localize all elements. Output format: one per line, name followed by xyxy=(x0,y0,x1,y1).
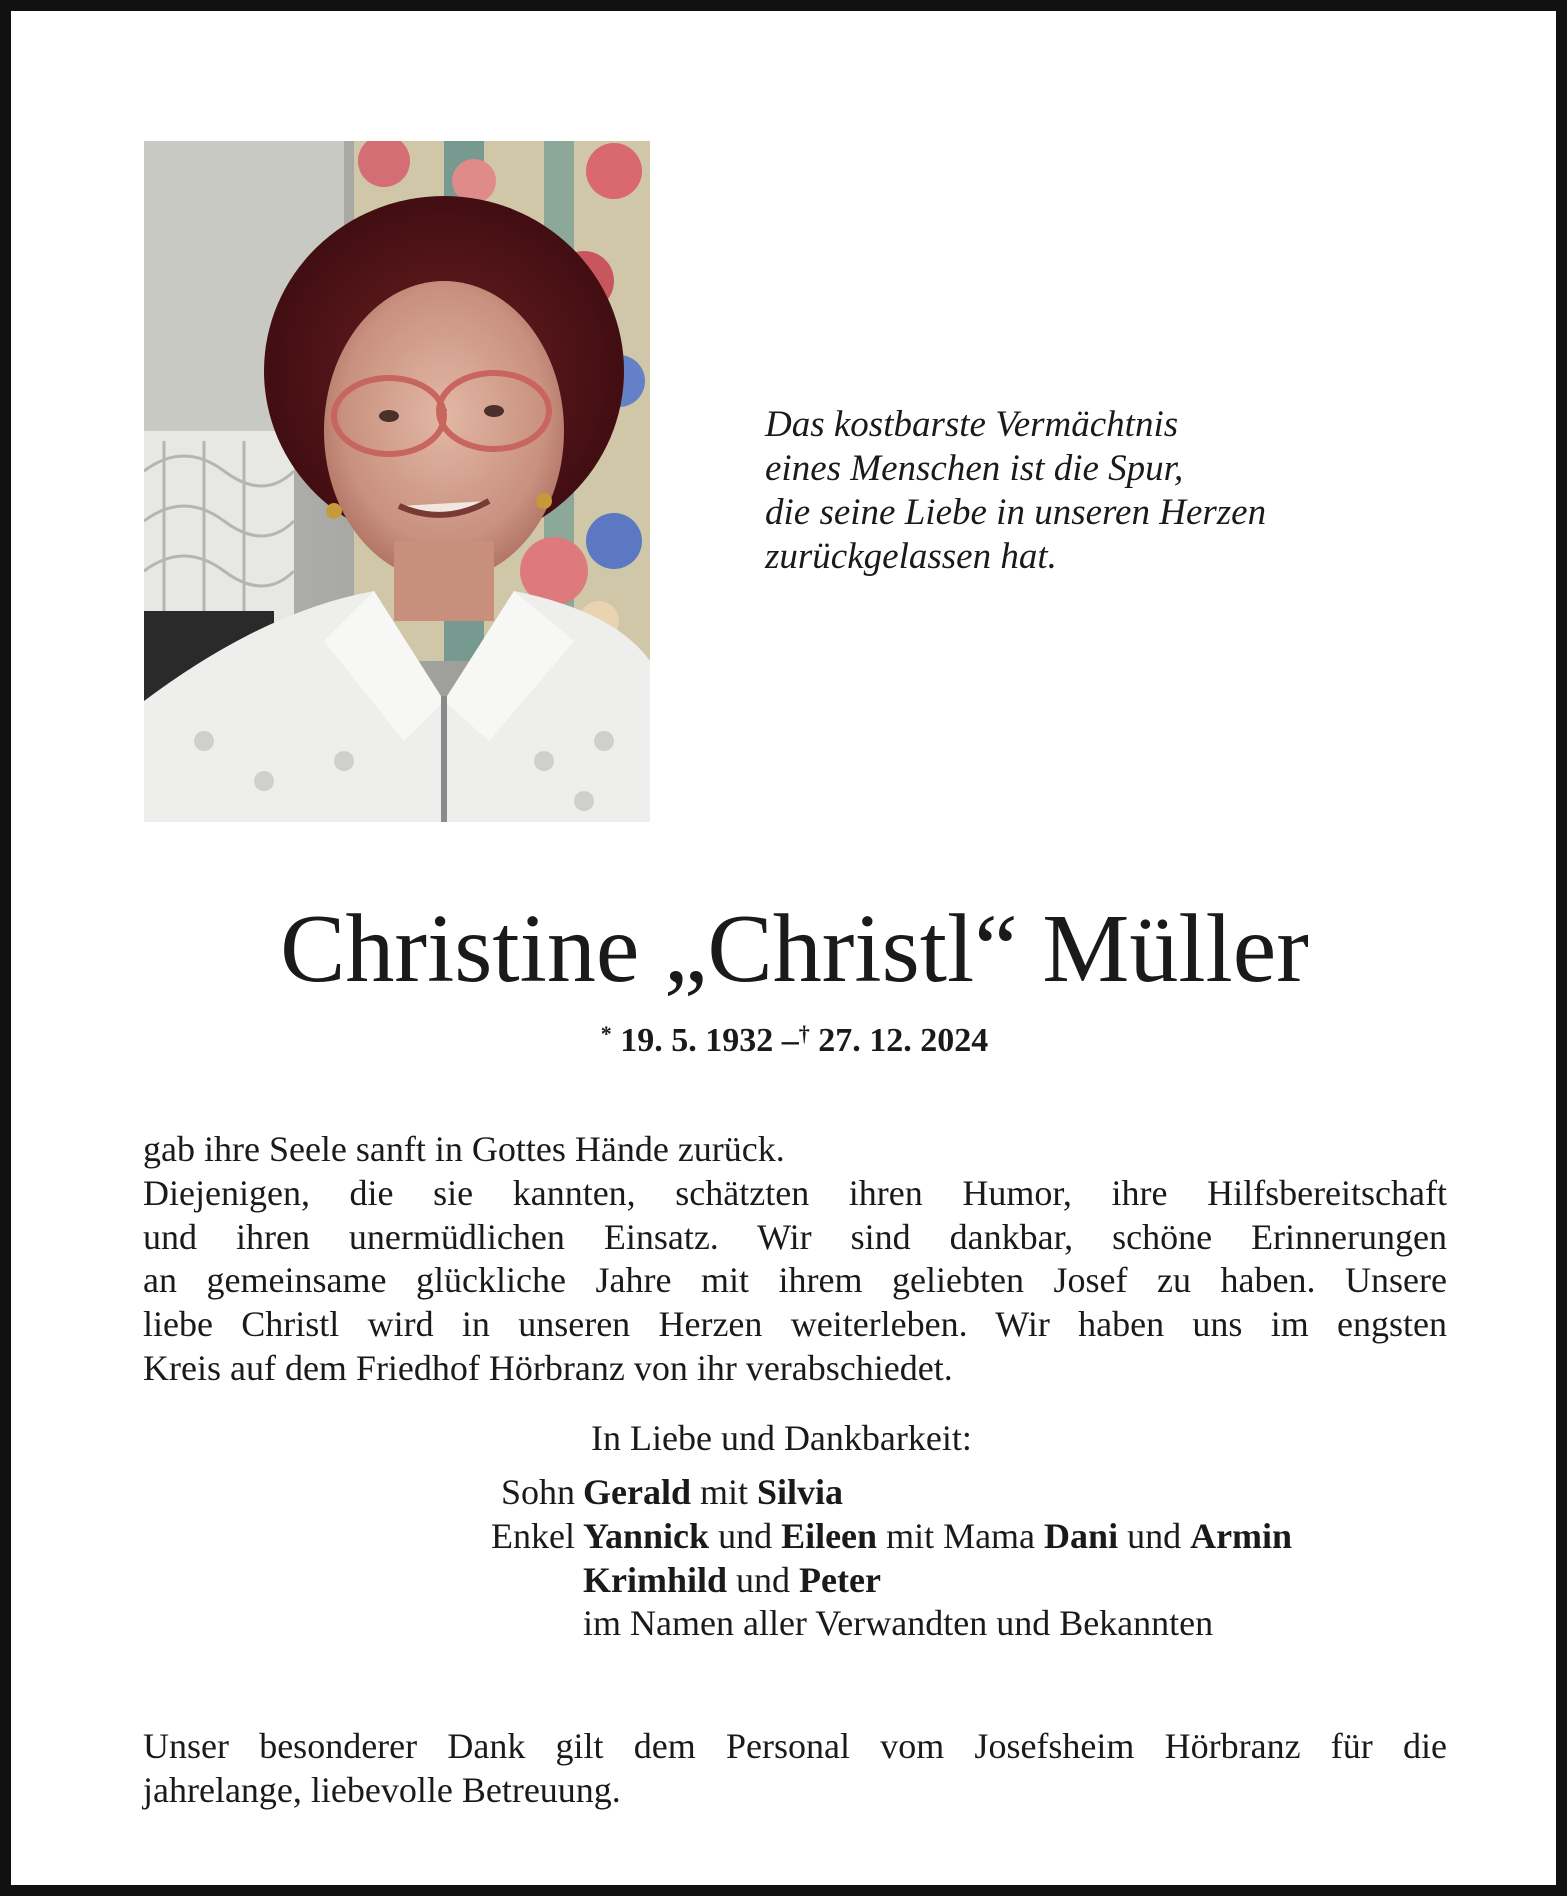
obituary-text xyxy=(143,1128,1447,1391)
memorial-quote xyxy=(765,403,1365,579)
mourner-name: Peter xyxy=(799,1559,881,1600)
text-line: Unser besonderer Dank gilt dem Personal vom Josefsheim Hörbranz für die xyxy=(143,1726,1447,1766)
connector: und xyxy=(736,1559,791,1600)
mourners-list xyxy=(391,1471,1451,1646)
relation-label: Enkel xyxy=(491,1515,575,1556)
portrait-photo xyxy=(144,141,650,822)
quote-line: Das kostbarste Vermächtnis xyxy=(765,404,1179,445)
birth-date: 19. 5. 1932 xyxy=(620,1022,774,1059)
connector: mit Mama xyxy=(886,1515,1036,1556)
mourner-name: Dani xyxy=(1044,1515,1119,1556)
life-dates xyxy=(11,1020,1567,1062)
thanks-text xyxy=(143,1724,1447,1812)
closing-text: im Namen aller Verwandten und Bekannten xyxy=(583,1603,1214,1644)
krimhild-row xyxy=(391,1559,1451,1603)
mourner-name: Eileen xyxy=(781,1515,878,1556)
son-row xyxy=(391,1471,1451,1515)
deceased-name: Christine „Christl“ Müller xyxy=(280,895,1309,1003)
mourner-name: Yannick xyxy=(583,1515,710,1556)
mourner-name: Gerald xyxy=(583,1472,691,1512)
grandchildren-row xyxy=(391,1515,1451,1559)
connector: und xyxy=(1127,1515,1182,1556)
death-date: 27. 12. 2024 xyxy=(818,1022,989,1059)
text-line: an gemeinsame glückliche Jahre mit ihrem geliebten Josef zu haben. Unsere xyxy=(143,1260,1447,1301)
text-line: liebe Christl wird in unseren Herzen weiterleben. Wir haben uns im engsten xyxy=(143,1304,1447,1345)
text-line: und ihren unermüdlichen Einsatz. Wir sind dankbar, schöne Erinnerungen xyxy=(143,1216,1447,1257)
text-line: jahrelange, liebevolle Betreuung. xyxy=(143,1770,621,1810)
connector: und xyxy=(718,1515,773,1556)
connector: mit xyxy=(699,1472,748,1512)
text-line: gab ihre Seele sanft in Gottes Hände zurück. xyxy=(143,1129,785,1169)
mourner-names xyxy=(583,1515,1292,1559)
relation-label: Sohn xyxy=(500,1472,575,1512)
mourner-name: Armin xyxy=(1190,1515,1293,1556)
mourner-name: Krimhild xyxy=(583,1559,728,1600)
death-symbol: † xyxy=(798,1021,810,1046)
birth-symbol: * xyxy=(600,1021,612,1046)
portrait-image xyxy=(144,141,650,822)
text-line: Diejenigen, die sie kannten, schätzten ihren Humor, ihre Hilfsbereitschaft xyxy=(143,1172,1447,1213)
mourner-name: Silvia xyxy=(757,1472,844,1512)
quote-line: eines Menschen ist die Spur, xyxy=(765,448,1184,489)
closing-row xyxy=(391,1602,1451,1646)
mourner-names xyxy=(583,1471,843,1515)
signoff: In Liebe und Dankbarkeit: xyxy=(591,1418,972,1458)
quote-line: zurückgelassen hat. xyxy=(765,536,1057,577)
text-line: Kreis auf dem Friedhof Hörbranz von ihr verabschiedet. xyxy=(143,1347,953,1388)
quote-line: die seine Liebe in unseren Herzen xyxy=(765,492,1267,533)
date-separator: – xyxy=(781,1022,799,1059)
mourner-names xyxy=(583,1559,881,1603)
